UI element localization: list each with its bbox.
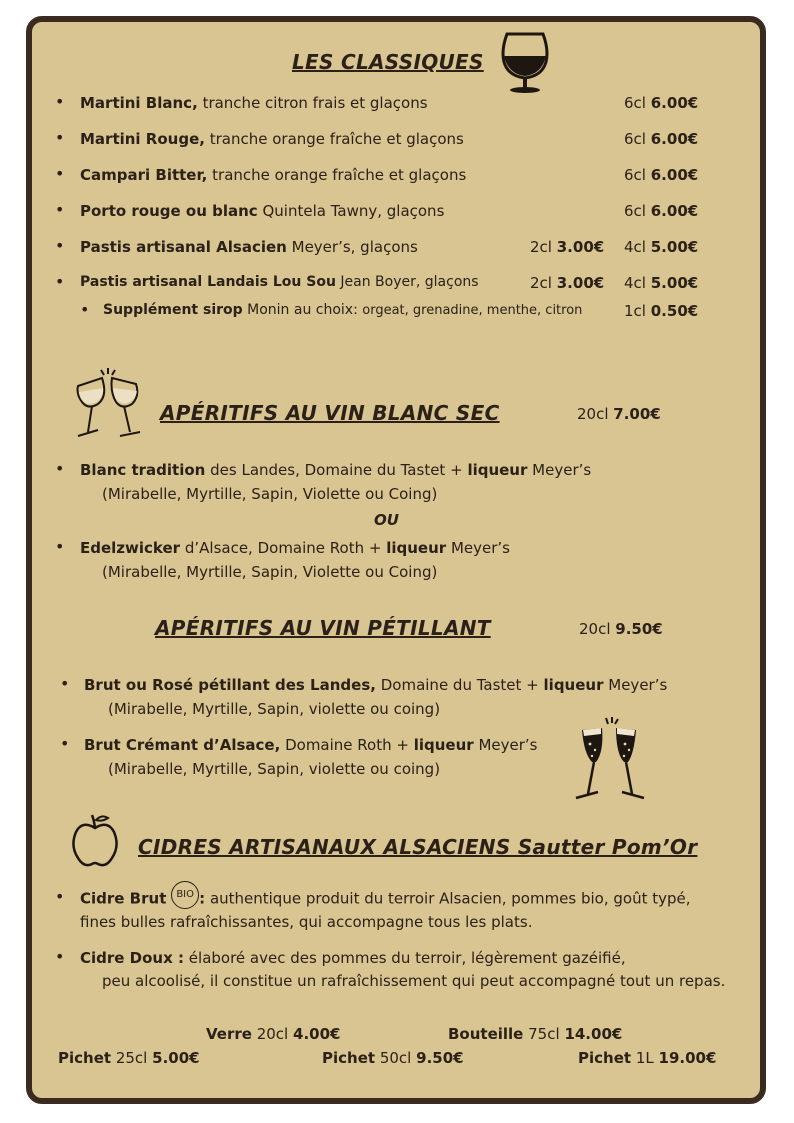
section-title-petillant: APÉRITIFS AU VIN PÉTILLANT [155, 616, 491, 640]
item-subtext: fines bulles rafraîchissantes, qui accompagne tous les plats. [80, 913, 533, 931]
bullet: • [60, 734, 70, 753]
menu-item: Edelzwicker d’Alsace, Domaine Roth + liqueur Meyer’s [80, 539, 510, 557]
price-bouteille: Bouteille 75cl 14.00€ [448, 1025, 623, 1043]
apple-icon [70, 812, 120, 870]
item-subtext: (Mirabelle, Myrtille, Sapin, violette ou coing) [108, 700, 441, 718]
bullet: • [55, 947, 65, 966]
menu-item: Campari Bitter, tranche orange fraîche et glaçons [80, 166, 467, 184]
section-title-cidres: CIDRES ARTISANAUX ALSACIENS Sautter Pom’Or [138, 835, 698, 859]
bullet: • [55, 236, 65, 255]
champagne-flutes-icon [570, 716, 650, 806]
section-price: 20cl 9.50€ [579, 620, 663, 638]
price: 4cl 5.00€ [624, 238, 699, 256]
price-pichet-1l: Pichet 1L 19.00€ [578, 1049, 717, 1067]
price: 1cl 0.50€ [624, 302, 699, 320]
bullet: • [55, 887, 65, 906]
item-subtext: (Mirabelle, Myrtille, Sapin, violette ou coing) [108, 760, 441, 778]
price-pichet-25: Pichet 25cl 5.00€ [58, 1049, 200, 1067]
item-subtext: (Mirabelle, Myrtille, Sapin, Violette ou Coing) [102, 485, 438, 503]
menu-item: Porto rouge ou blanc Quintela Tawny, glaçons [80, 202, 445, 220]
menu-item: Cidre Doux : élaboré avec des pommes du terroir, légèrement gazéifié, [80, 949, 626, 967]
or-separator: OU [374, 511, 399, 529]
bullet: • [55, 92, 65, 111]
price: 6cl 6.00€ [624, 94, 699, 112]
menu-item: Martini Blanc, tranche citron frais et glaçons [80, 94, 428, 112]
bullet: • [55, 128, 65, 147]
wine-glasses-toast-icon [68, 366, 148, 444]
price: 6cl 6.00€ [624, 130, 699, 148]
bullet: • [55, 459, 65, 478]
bullet: • [60, 674, 70, 693]
price: 6cl 6.00€ [624, 202, 699, 220]
menu-item: Blanc tradition des Landes, Domaine du Tastet + liqueur Meyer’s [80, 461, 592, 479]
bio-badge: BIO [171, 881, 199, 909]
section-title-blanc-sec: APÉRITIFS AU VIN BLANC SEC [160, 401, 500, 425]
bullet: • [55, 164, 65, 183]
price-pichet-50: Pichet 50cl 9.50€ [322, 1049, 464, 1067]
price-verre: Verre 20cl 4.00€ [206, 1025, 341, 1043]
menu-item: Pastis artisanal Landais Lou Sou Jean Boyer, glaçons [80, 274, 479, 290]
bullet: • [55, 272, 65, 291]
bullet: • [55, 537, 65, 556]
price-small: 2cl 3.00€ [530, 274, 605, 292]
bullet: • [80, 300, 90, 319]
menu-item: Pastis artisanal Alsacien Meyer’s, glaçons [80, 238, 418, 256]
bullet: • [55, 200, 65, 219]
item-subtext: (Mirabelle, Myrtille, Sapin, Violette ou Coing) [102, 563, 438, 581]
price-small: 2cl 3.00€ [530, 238, 605, 256]
menu-item: Cidre Brut BIO : authentique produit du terroir Alsacien, pommes bio, goût typé, [80, 889, 691, 909]
menu-item: Brut Crémant d’Alsace, Domaine Roth + liqueur Meyer’s [84, 736, 538, 754]
price: 4cl 5.00€ [624, 274, 699, 292]
brandy-glass-icon [498, 30, 552, 96]
menu-item: Martini Rouge, tranche orange fraîche et glaçons [80, 130, 464, 148]
section-price: 20cl 7.00€ [577, 405, 661, 423]
menu-item: Brut ou Rosé pétillant des Landes, Domaine du Tastet + liqueur Meyer’s [84, 676, 668, 694]
price: 6cl 6.00€ [624, 166, 699, 184]
supplement-item: Supplément sirop Monin au choix: orgeat, grenadine, menthe, citron [103, 302, 583, 318]
section-title-classiques: LES CLASSIQUES [292, 50, 484, 74]
item-subtext: peu alcoolisé, il constitue un rafraîchissement qui peut accompagné tout un repas. [102, 972, 726, 990]
